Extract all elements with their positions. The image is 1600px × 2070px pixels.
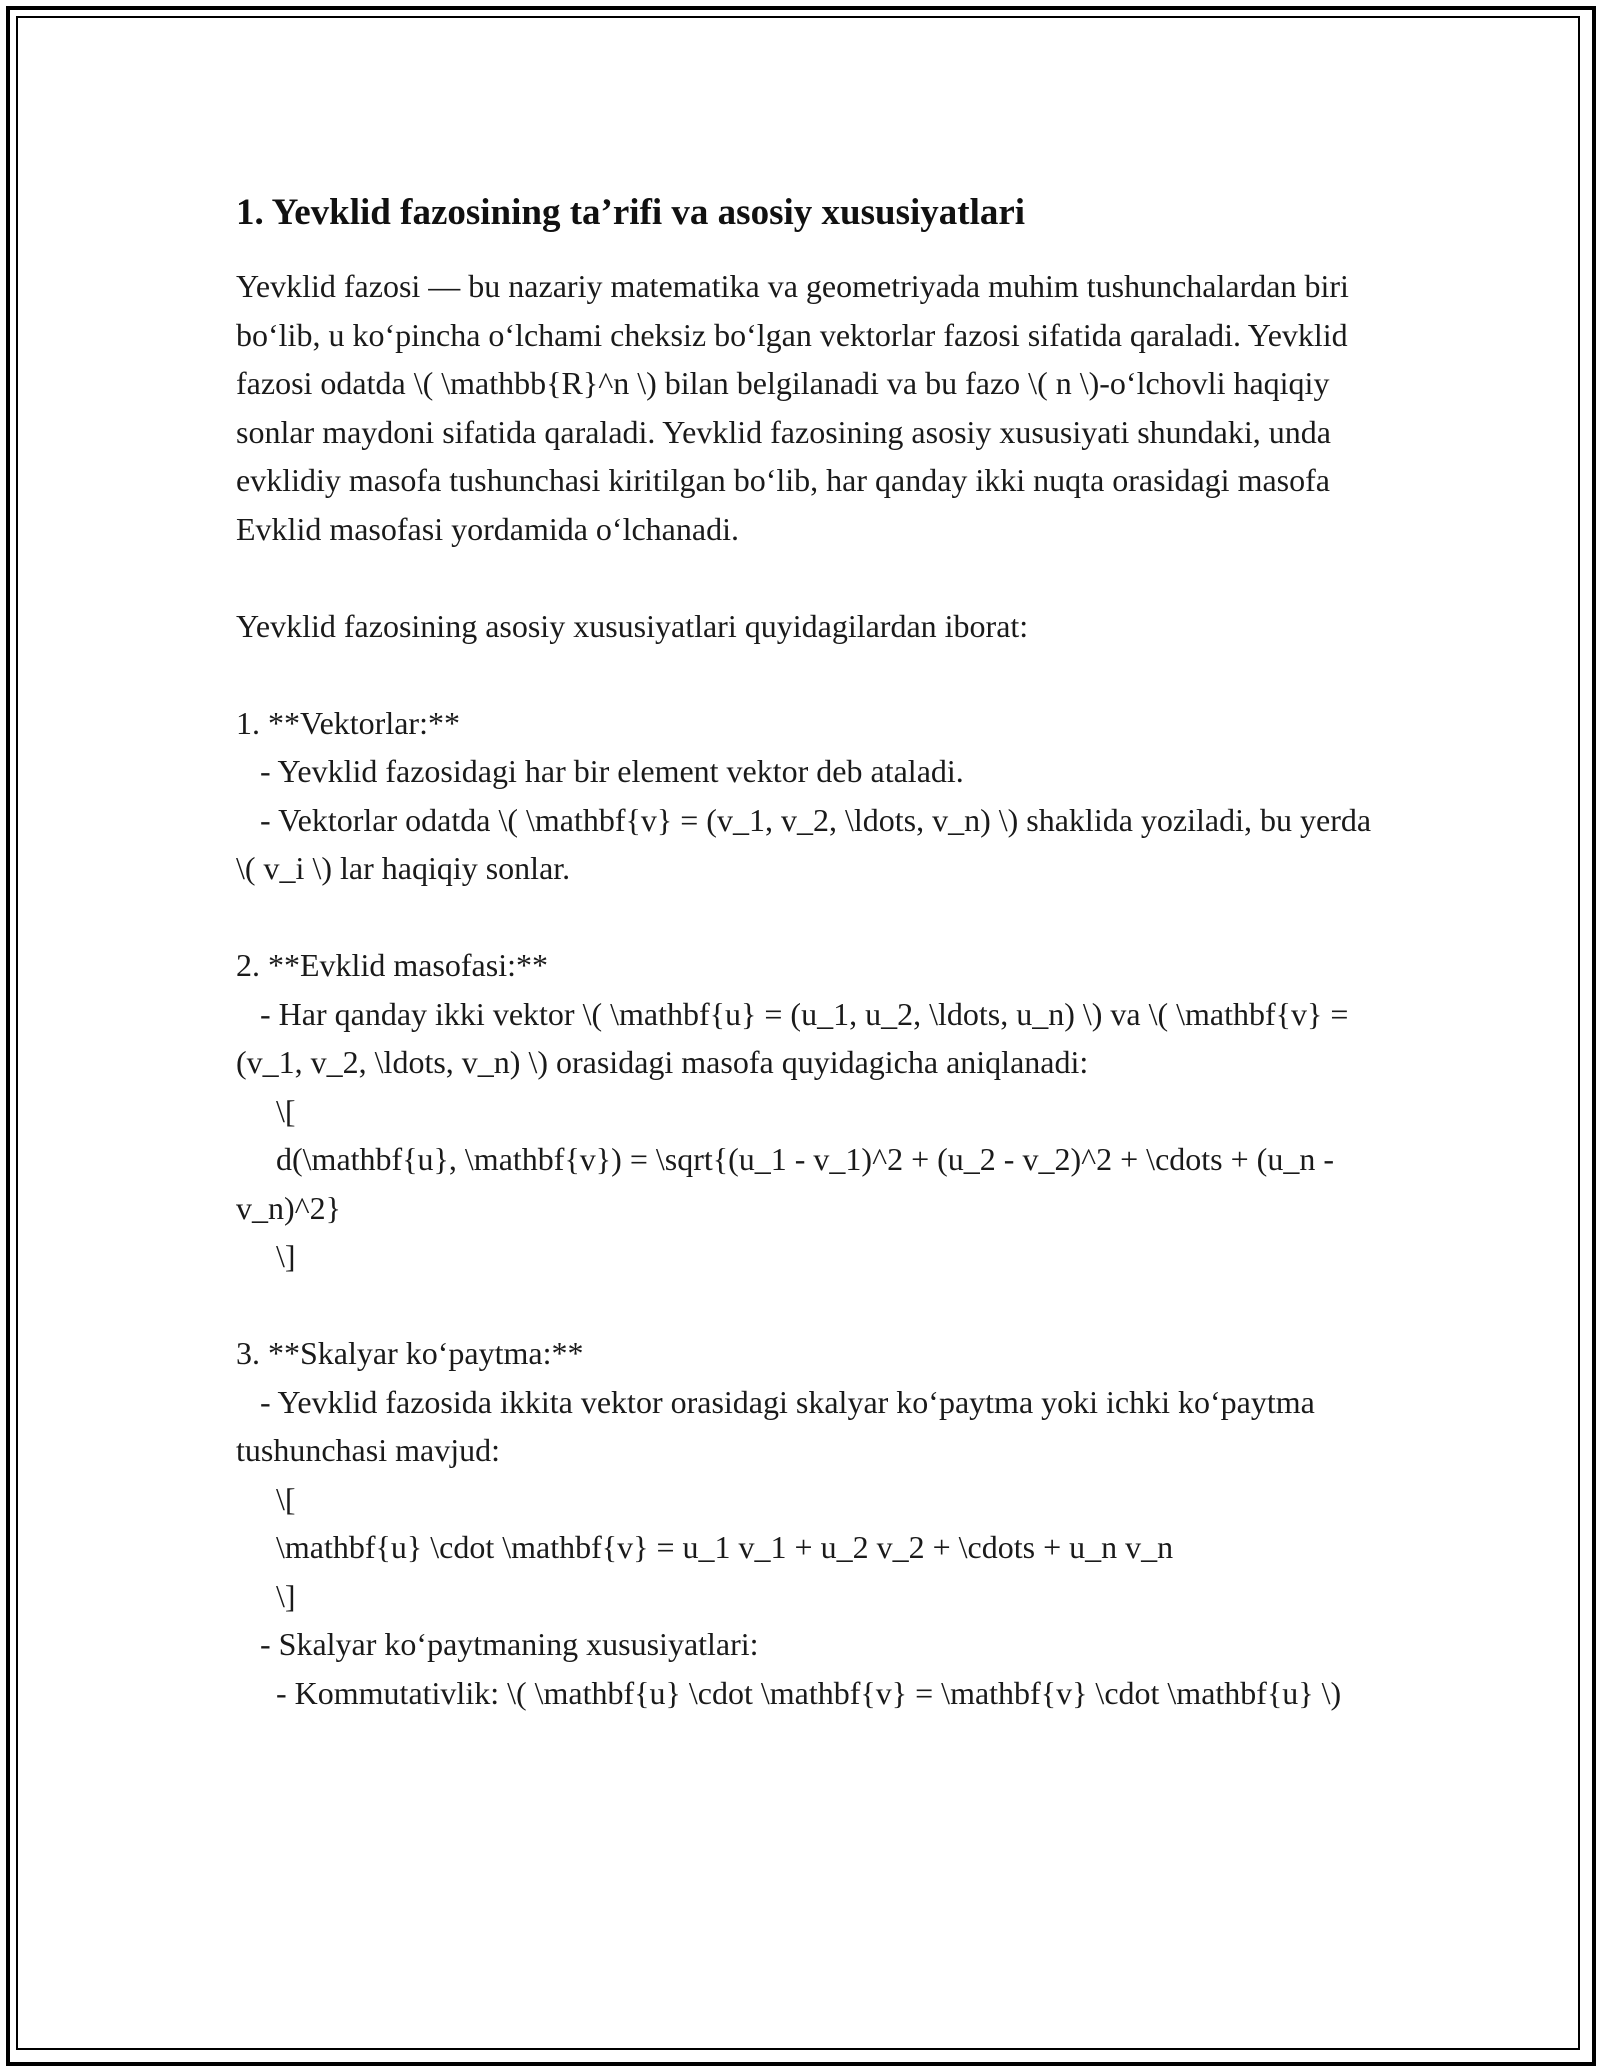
section-scalar-line-3: - Kommutativlik: \( \mathbf{u} \cdot \mathbf{v} = \mathbf{v} \cdot \mathbf{u} \) <box>236 1674 1342 1711</box>
section-scalar-line-1: - Yevklid fazosida ikkita vektor orasidagi skalyar ko‘paytma yoki ichki ko‘paytma tushunchasi mavjud: <box>236 1383 1323 1468</box>
spacer <box>236 650 1376 699</box>
section-distance-line-1: - Har qanday ikki vektor \( \mathbf{u} = (u_1, u_2, \ldots, u_n) \) va \( \mathbf{v} = (v_1, v_2, \ldots, v_n) \) orasidagi masofa quyidagicha aniqlanadi: <box>236 995 1357 1080</box>
spacer <box>236 1281 1376 1330</box>
scalar-math-close: \] <box>236 1577 296 1614</box>
section-scalar-line-2: - Skalyar ko‘paytmaning xususiyatlari: <box>236 1626 759 1662</box>
section-vectors-line-2: - Vektorlar odatda \( \mathbf{v} = (v_1, v_2, \ldots, v_n) \) shaklida yoziladi, bu yerda \( v_i \) lar haqiqiy sonlar. <box>236 801 1380 886</box>
section-distance-title: 2. **Evklid masofasi:** <box>236 947 548 983</box>
section-distance <box>236 941 1376 1281</box>
scalar-formula: \mathbf{u} \cdot \mathbf{v} = u_1 v_1 + u_2 v_2 + \cdots + u_n v_n <box>236 1529 1174 1565</box>
distance-formula: d(\mathbf{u}, \mathbf{v}) = \sqrt{(u_1 - v_1)^2 + (u_2 - v_2)^2 + \cdots + (u_n - v_n)^2} <box>236 1141 1342 1226</box>
scalar-math-open: \[ <box>236 1480 296 1517</box>
spacer <box>236 893 1376 942</box>
section-heading: 1. Yevklid fazosining ta’rifi va asosiy xususiyatlari <box>236 192 1026 233</box>
section-vectors-title: 1. **Vektorlar:** <box>236 704 460 741</box>
intro-paragraph: Yevklid fazosi — bu nazariy matematika va geometriyada muhim tushunchalardan biri bo‘lib, u ko‘pincha o‘lchami cheksiz bo‘lgan vektorlar fazosi sifatida qaraladi. Yevklid fazosi odatda \( \mathbb{R}^n \) bilan belgilanadi va bu fazo \( n \)-o‘lchovli haqiqiy sonlar maydoni sifatida qaraladi. Yevklid fazosining asosiy xususiyati shundaki, unda evklidiy masofa tushunchasi kiritilgan bo‘lib, har qanday ikki nuqta orasidagi masofa Evklid masofasi yordamida o‘lchanadi. <box>236 268 1357 547</box>
section-scalar-title: 3. **Skalyar ko‘paytma:** <box>236 1335 584 1371</box>
section-scalar-product <box>236 1329 1376 1717</box>
spacer <box>236 553 1376 602</box>
document-body <box>236 186 1380 1717</box>
distance-math-close: \] <box>236 1238 296 1274</box>
properties-intro: Yevklid fazosining asosiy xususiyatlari quyidagilardan iborat: <box>236 607 1029 644</box>
section-vectors-line-1: - Yevklid fazosidagi har bir element vektor deb ataladi. <box>236 753 964 789</box>
section-vectors <box>236 699 1380 893</box>
distance-math-open: \[ <box>236 1092 296 1129</box>
